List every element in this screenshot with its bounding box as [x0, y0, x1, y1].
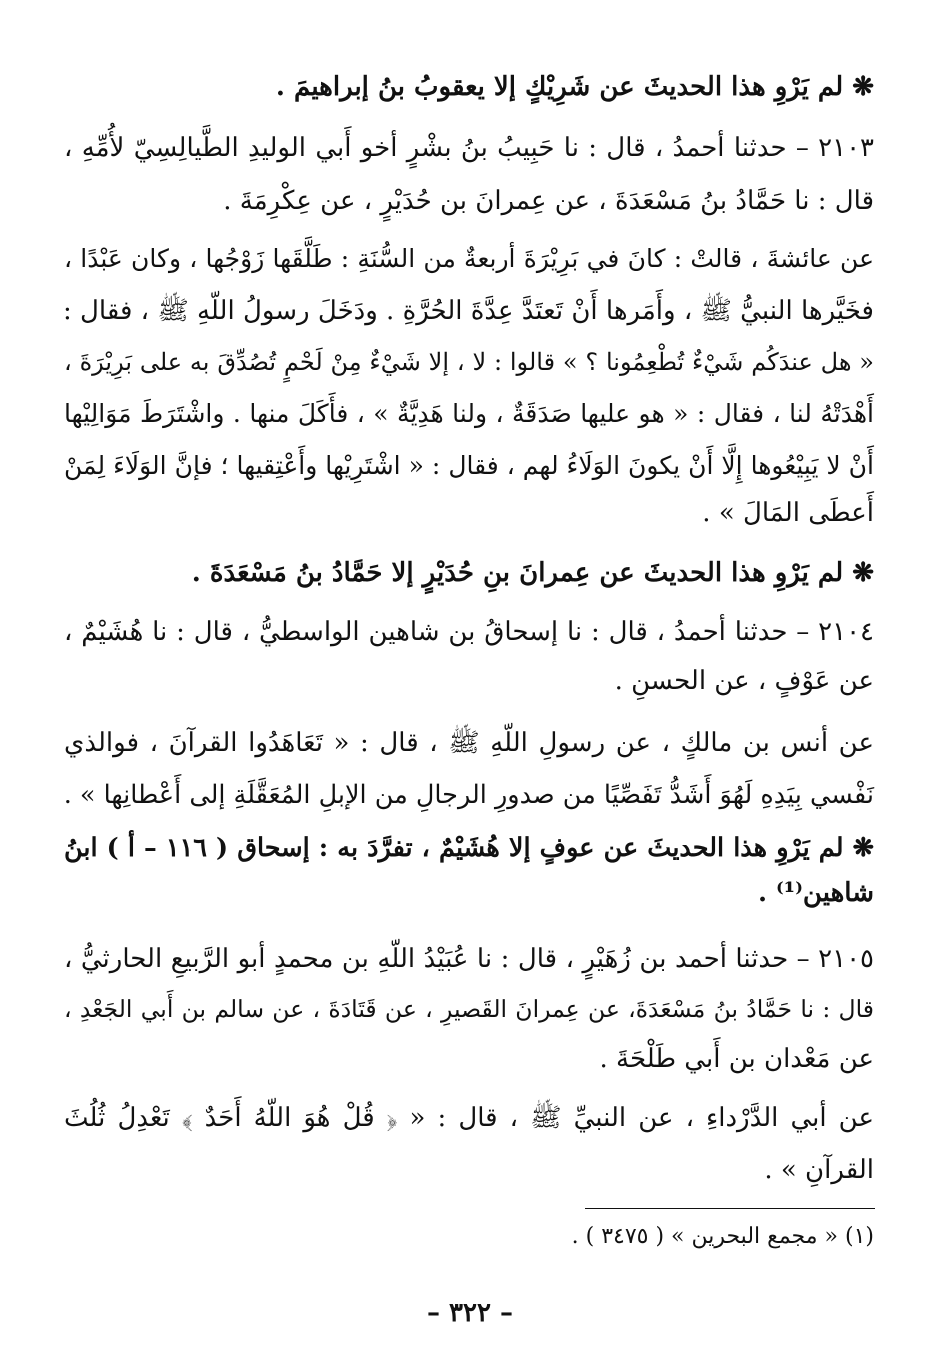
hadith-2104-text-line: عن أنس بن مالكٍ ، عن رسولِ اللّهِ ﷺ ، قال : « تَعَاهَدُوا القرآنَ ، فوالذي	[64, 728, 874, 758]
hadith-2103-text-line: « هل عندَكُم شَيْءٌ تُطْعِمُونا ؟ » قالوا : لا ، إلا شَيْءٌ مِنْ لَحْمٍ تُصُدِّقَ به على بَرِيْرَةَ ،	[64, 348, 874, 376]
hadith-2105-chain-line: ٢١٠٥ – حدثنا أحمد بن زُهَيْرٍ ، قال : نا عُبَيْدُ اللّهِ بن محمدٍ أبو الرَّبيعِ الحارثيُّ ،	[64, 944, 874, 974]
hadith-2103-text-line: فخَيَّرها النبيُّ ﷺ ، وأَمَرها أَنْ تَعتَدَّ عِدَّةَ الحُرَّةِ . ودَخَلَ رسولُ اللّهِ ﷺ ، فقال :	[62, 296, 874, 326]
page-number: – ٣٢٢ –	[426, 1298, 514, 1328]
hadith-2103-text-line: عن عائشةَ ، قالتْ : كانَ في بَرِيْرَةَ أربعةٌ من السُّنَةِ : طَلَّقَها زَوْجُها ، وكان عَبْدًا ،	[64, 244, 874, 273]
hadith-2105-text-line: عن أبي الدَّرْداءِ ، عن النبيِّ ﷺ ، قال : « ﴿ قُلْ هُوَ اللّهُ أَحَدٌ ﴾ تَعْدِلُ ثُلُثَ	[64, 1103, 874, 1133]
hadith-2104-chain-line: ٢١٠٤ – حدثنا أحمدُ ، قال : نا إسحاقُ بن شاهين الواسطيُّ ، قال : نا هُشَيْمٌ ،	[64, 617, 874, 647]
hadith-2103-text-line: أَهْدَتْهُ لنا ، فقال : « هو عليها صَدَقَةٌ ، ولنا هَدِيَّةٌ » ، فأَكَلَ منها . واشْتَرَطَ مَوَالِيْها	[64, 399, 874, 428]
hadith-2104-chain-line: عن عَوْفٍ ، عن الحسنِ .	[614, 666, 874, 696]
hadith-2103-text-line: أَعطَى المَالَ » .	[702, 498, 874, 528]
hadith-remark-line: ❋ لم يَرْوِ هذا الحديثَ عن عوفٍ إلا هُشَيْمٌ ، تفرَّدَ به : إسحاق ( ١١٦ – أ ) ابنُ	[64, 833, 874, 863]
footnote-divider	[585, 1208, 875, 1209]
hadith-remark-line: شاهين⁽¹⁾ .	[757, 878, 874, 908]
hadith-2104-text-line: نَفْسي بِيَدِهِ لَهُوَ أَشَدُّ تَفَصِّيًا من صدورِ الرجالِ من الإبلِ المُعَقَّلَةِ إلى أَعْطانِها » .	[63, 780, 874, 810]
hadith-2103-text-line: أَنْ لا يَبِيْعُوها إِلَّا أَنْ يكونَ الوَلَاءُ لهم ، فقال : « اشْتَرِيْها وأَعْتِقيها ؛ فإنَّ الوَلَاءَ لِمَنْ	[64, 451, 874, 480]
hadith-2105-chain-line: عن مَعْدان بن أَبي طَلْحَةَ .	[599, 1044, 874, 1074]
hadith-2103-chain-line: قال : نا حَمَّادُ بنُ مَسْعَدَةَ ، عن عِمرانَ بن حُدَيْرٍ ، عن عِكْرِمَةَ .	[223, 186, 874, 216]
hadith-2105-text-line: القرآنِ » .	[764, 1155, 874, 1185]
hadith-2105-chain-line: قال : نا حَمَّادُ بنُ مَسْعَدَةَ، عن عِمرانَ القَصيرِ ، عن قَتَادَةَ ، عن سالم بن أَبي الجَعْدِ ،	[64, 995, 874, 1023]
hadith-remark-line: ❋ لم يَرْوِ هذا الحديثَ عن عِمرانَ بنِ حُدَيْرٍ إلا حَمَّادُ بنُ مَسْعَدَةَ .	[191, 558, 874, 588]
hadith-remark-line: ❋ لم يَرْوِ هذا الحديثَ عن شَرِيْكٍ إلا يعقوبُ بنُ إبراهيمَ .	[275, 72, 874, 102]
footnote: (١) « مجمع البحرين » ( ٣٤٧٥ ) .	[571, 1224, 874, 1249]
hadith-2103-chain-line: ٢١٠٣ – حدثنا أحمدُ ، قال : نا حَبِيبُ بنُ بشْرٍ أخو أَبي الوليدِ الطَّيالِسِيّ لأُمِّهِ ،	[64, 133, 874, 163]
